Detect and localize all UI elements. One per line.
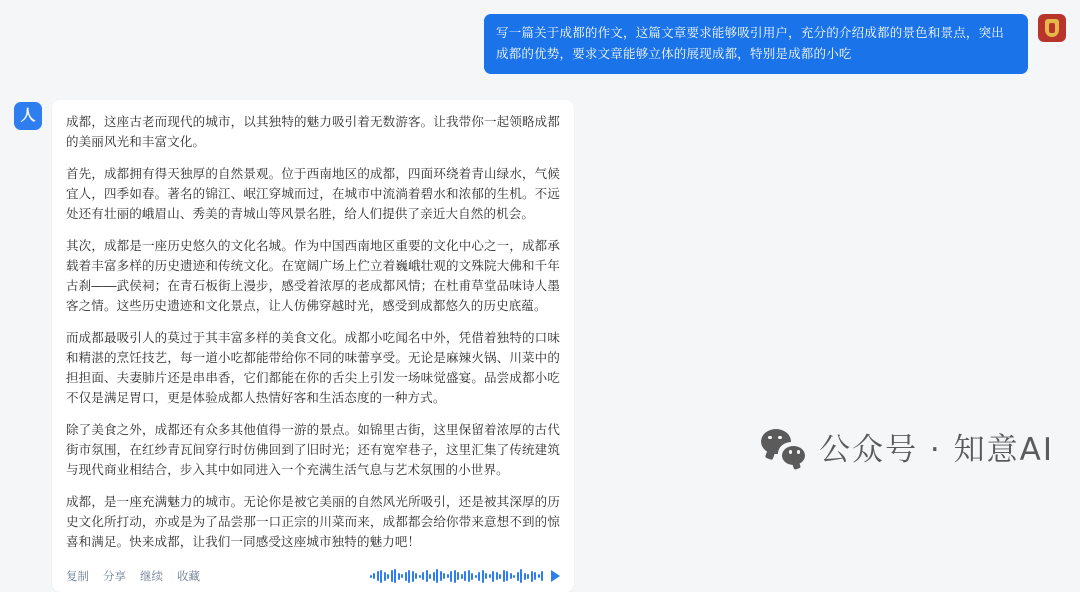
assistant-paragraph-5: 除了美食之外，成都还有众多其他值得一游的景点。如锦里古街，这里保留着浓厚的古代街市氛围，在红纱青瓦间穿行时仿佛回到了旧时光；还有宽窄巷子，这里汇集了传统建筑与现代商业相结合，步入其中如同进入一个充满生活气息与艺术氛围的小世界。 bbox=[66, 423, 560, 477]
assistant-paragraph-2: 首先，成都拥有得天独厚的自然景观。位于西南地区的成都，四面环绕着青山绿水，气候宜人，四季如春。著名的锦江、岷江穿城而过，在城市中流淌着碧水和浓郁的生机。不远处还有壮丽的峨眉山、秀美的青城山等风景名胜，给人们提供了亲近大自然的机会。 bbox=[66, 167, 560, 221]
action-share[interactable]: 分享 bbox=[103, 571, 126, 583]
assistant-paragraph-3: 其次，成都是一座历史悠久的文化名城。作为中国西南地区重要的文化中心之一，成都承载着丰富多样的历史遗迹和传统文化。在宽阔广场上伫立着巍峨壮观的文殊院大佛和千年古刹——武侯祠；在青石板街上漫步，感受着浓厚的老成都风情；在杜甫草堂品味诗人墨客之情。这些历史遗迹和文化景点，让人仿佛穿越时光，感受到成都悠久的历史底蕴。 bbox=[66, 239, 560, 313]
action-favorite[interactable]: 收藏 bbox=[177, 571, 200, 583]
assistant-message-card bbox=[52, 100, 574, 592]
assistant-card-footer bbox=[66, 564, 560, 584]
assistant-paragraph-6: 成都，是一座充满魅力的城市。无论你是被它美丽的自然风光所吸引，还是被其深厚的历史文化所打动，亦或是为了品尝那一口正宗的川菜而来，成都都会给你带来意想不到的惊喜和满足。快来成都，让我们一同感受这座城市独特的魅力吧！ bbox=[66, 495, 560, 549]
play-icon[interactable] bbox=[551, 570, 560, 582]
user-avatar[interactable] bbox=[1038, 14, 1066, 42]
user-message-bubble: 写一篇关于成都的作文，这篇文章要求能够吸引用户，充分的介绍成都的景色和景点，突出成都的优势，要求文章能够立体的展现成都，特别是成都的小吃 bbox=[484, 14, 1028, 74]
assistant-paragraph-1: 成都，这座古老而现代的城市，以其独特的魅力吸引着无数游客。让我带你一起领略成都的美丽风光和丰富文化。 bbox=[66, 115, 560, 149]
assistant-paragraph-4: 而成都最吸引人的莫过于其丰富多样的美食文化。成都小吃闻名中外，凭借着独特的口味和精湛的烹饪技艺，每一道小吃都能带给你不同的味蕾享受。无论是麻辣火锅、川菜中的担担面、夫妻肺片还是串串香，它们都能在你的舌尖上引发一场味觉盛宴。品尝成都小吃不仅是满足胃口，更是体验成都人热情好客和生活态度的一种方式。 bbox=[66, 331, 560, 405]
audio-player[interactable] bbox=[370, 569, 561, 583]
watermark bbox=[761, 424, 1054, 469]
action-continue[interactable]: 继续 bbox=[140, 571, 163, 583]
assistant-avatar-glyph: 人 bbox=[20, 107, 36, 124]
audio-waveform[interactable] bbox=[370, 569, 544, 583]
message-actions bbox=[66, 568, 200, 584]
watermark-text: 公众号 · 知意AI bbox=[819, 432, 1054, 468]
wechat-logo-icon bbox=[761, 427, 805, 467]
action-copy[interactable]: 复制 bbox=[66, 571, 89, 583]
user-message-row bbox=[0, 14, 1080, 74]
assistant-message-row bbox=[14, 100, 574, 592]
assistant-avatar bbox=[14, 102, 42, 130]
